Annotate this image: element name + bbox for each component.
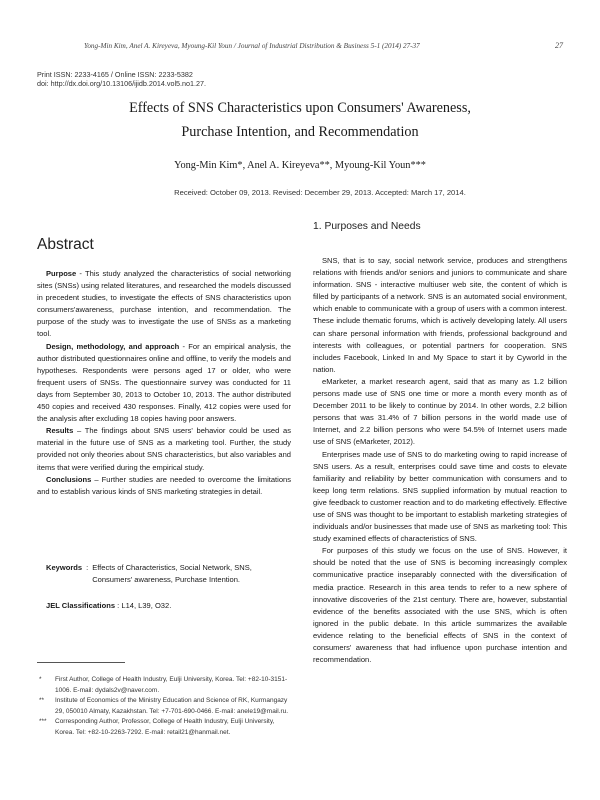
abstract-results — [37, 425, 291, 473]
results-text: – The findings about SNS users' behavior could be used as material in the future use of SNS as a marketing tool. Further, the study provided not only theories about SNS characteristics, but also variables and items that were verified during the empirical study. — [37, 426, 291, 472]
paper-title-line-1: Effects of SNS Characteristics upon Consumers' Awareness, — [129, 100, 471, 116]
design-text: - For an empirical analysis, the author distributed questionnaires online and offline, to verify the models and hypotheses. Respondents were persons aged 17 or older, who were frequent users of SNSs. The questionnaire survey was conducted for 11 days from September 30, 2013 to October 10, 2013. The author distributed 450 copies and received 430 responses. Finally, 412 copies were used for the analysis after excluding 18 copies having poor answers. — [37, 341, 291, 424]
abstract-body — [37, 268, 291, 498]
jel-label: JEL Classifications — [46, 601, 116, 610]
conclusions-text: – Further studies are needed to overcome the limitations and to establish various kinds of SNS marketing strategies in detail. — [37, 474, 291, 496]
jel-classifications — [46, 601, 171, 610]
purpose-label: Purpose — [46, 269, 77, 278]
footnote-divider — [37, 662, 125, 663]
footnote — [37, 675, 291, 696]
results-label: Results — [46, 426, 74, 436]
paper-title-line-2: Purchase Intention, and Recommendation — [181, 124, 419, 140]
keywords-label: Keywords — [46, 563, 83, 572]
footnote-mark: * — [39, 676, 42, 683]
abstract-purpose — [37, 268, 291, 341]
keywords-separator: : — [86, 563, 89, 572]
keywords-text: Effects of Characteristics, Social Network, SNS, Consumers' awareness, Purchase Intention. — [92, 563, 252, 584]
footnotes — [37, 675, 291, 738]
abstract-design — [37, 341, 291, 426]
keywords-block — [46, 562, 292, 586]
footnote-mark: *** — [39, 718, 47, 725]
footnote-text: Corresponding Author, Professor, College of Health Industry, Eulji University, Korea. Tel: +82-10-2263-7292. E-mail: retail21@hanmail.net. — [55, 718, 275, 736]
footnote-text: First Author, College of Health Industry, Eulji University, Korea. Tel: +82-10-3151-1006. E-mail: dydals2v@naver.com. — [55, 676, 288, 694]
section-paragraph: For purposes of this study we focus on the use of SNS. However, it should be noted that the use of SNS is becoming increasingly complex communicative practice inseparably connected with the diversification of media practice. Research in this area tends to refer to a new sphere of innovative discoveries of the 21st century. There are, however, substantial evidence of the benefits associated with the use SNS, which is often ignored in the public debate. In this article summarizes the available evidence relating to the beneficial effects of SNS in the context of consumers' awareness that had influence upon purchase intention and recommendation. — [313, 546, 567, 665]
paper-authors: Yong-Min Kim*, Anel A. Kireyeva**, Myoung-Kil Youn*** — [174, 160, 426, 171]
doi-line: doi: http://dx.doi.org/10.13106/ijidb.2014.vol5.no1.27. — [37, 79, 207, 88]
issn-line: Print ISSN: 2233-4165 / Online ISSN: 2233-5382 — [37, 70, 193, 79]
footnote — [37, 696, 291, 717]
section-body — [313, 255, 567, 666]
footnote-mark: ** — [39, 697, 45, 704]
received-dates: Received: October 09, 2013. Revised: December 29, 2013. Accepted: March 17, 2014. — [174, 188, 466, 197]
footnote-text: Institute of Economics of the Ministry Education and Science of RK, Kurmangazy 29, 050010 Almaty, Kazakhstan. Tel: +7-701-690-0466. E-mail: anele19@mail.ru. — [55, 697, 289, 715]
page-number: 27 — [555, 41, 563, 50]
design-label: Design, methodology, and approach — [46, 341, 180, 351]
abstract-heading: Abstract — [37, 236, 94, 253]
purpose-text: - This study analyzed the characteristics of social networking sites (SNSs) using related literatures, and researched the models discussed in precedent studies, to investigate the effects of SNS characteristics upon consumers'awareness, purchase intention, and recommendation. The purpose of the study was to investigate the use of SNSs as a marketing tool. — [37, 269, 291, 339]
section-paragraph: eMarketer, a market research agent, said that as many as 1.2 billion persons made use of SNS one time or more a month every month as of December 2011 to be likely to continue by 2014. In other words, 2.2 billion persons that was 31.4% of 7 billion persons in the world made use of Internet, and 2.2 billion persons who were 54.5% of Internet users made use of SNS (eMarketer, 2012). — [313, 376, 567, 447]
issn-block — [37, 70, 206, 88]
jel-text: : L14, L39, O32. — [115, 601, 172, 610]
section-paragraph: Enterprises made use of SNS to do marketing owing to rapid increase of SNS users. As a result, enterprises could save time and costs to elevate familiarity and reliability by better communication with consumers and to keep long term relations. SNS supplied information by mutual reaction to give feedback to customer reaction and to do marketing effectively. Effective use of SNS was thought to be important to establish marketing strategies of individuals and/or businesses that made use of SNS as marketing tool: This study examined effects of characteristics of SNS. — [313, 449, 567, 544]
conclusions-label: Conclusions — [46, 474, 92, 484]
section-heading: 1. Purposes and Needs — [313, 221, 421, 232]
footnote — [37, 717, 291, 738]
section-paragraph: SNS, that is to say, social network service, produces and strengthens relations with friends and/or seniors and juniors to communicate and share information. SNS - interactive multiuser web site, the content of which is filled by participants of a network. SNS is an automated social environment, which enable to communicate with a group of users with a common interest. These include thematic forums, which is actively developing lately. All users can share personal information with friends, professional background and interests with colleagues, or potential partners for cooperation. SNS includes Facebook, Linked In and My Space to start it by Cyworld in the nation. — [313, 256, 567, 374]
abstract-conclusions — [37, 474, 291, 498]
running-head: Yong-Min Kim, Anel A. Kireyeva, Myoung-Kil Youn / Journal of Industrial Distribution & Business 5-1 (2014) 27-37 — [84, 42, 420, 50]
